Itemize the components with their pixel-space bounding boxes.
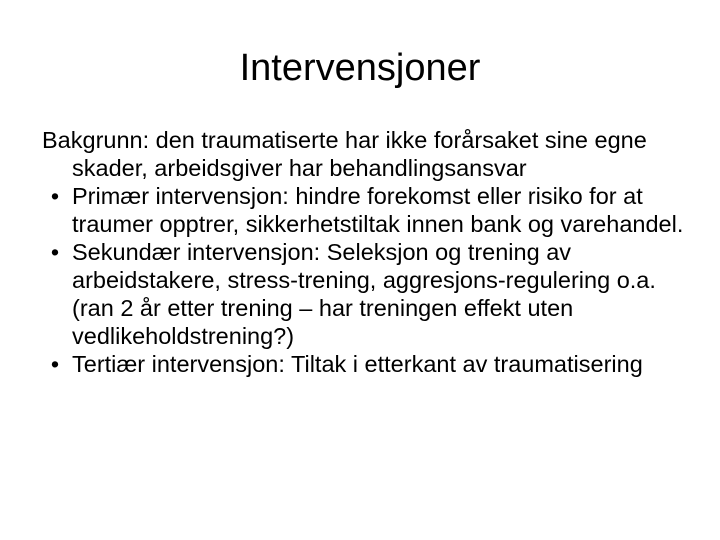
- bullet-icon: •: [50, 239, 60, 265]
- bullet-item-secondary: [42, 238, 692, 350]
- bullet-item-primary: [42, 182, 692, 238]
- bullet-text-secondary: Sekundær intervensjon: Seleksjon og trening av arbeidstakere, stress-trening, aggresjons-regulering o.a. (ran 2 år etter trening – har treningen effekt uten vedlikeholdstrening?): [72, 239, 656, 349]
- bullet-icon: •: [50, 183, 60, 209]
- bullet-icon: •: [50, 351, 60, 377]
- slide-body: [42, 126, 692, 378]
- bullet-item-tertiary: [42, 350, 692, 378]
- bullet-text-tertiary: Tertiær intervensjon: Tiltak i etterkant av traumatisering: [72, 351, 643, 377]
- slide-title: Intervensjoner: [239, 47, 481, 89]
- bullet-text-primary: Primær intervensjon: hindre forekomst eller risiko for at traumer opptrer, sikkerhetstiltak innen bank og varehandel.: [72, 183, 684, 237]
- intro-paragraph: Bakgrunn: den traumatiserte har ikke forårsaket sine egne skader, arbeidsgiver har behandlingsansvar: [42, 127, 647, 181]
